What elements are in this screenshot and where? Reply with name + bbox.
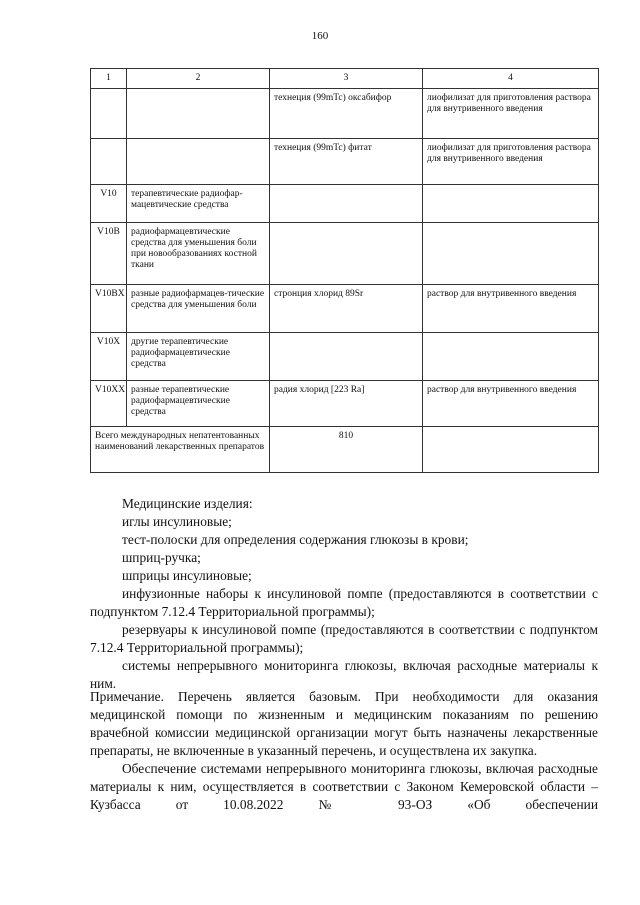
drug-name: радия хлорид [223 Ra] [270, 381, 423, 427]
atc-group [127, 139, 270, 185]
dosage-form: раствор для внутривенного введения [423, 381, 599, 427]
list-item: системы непрерывного мониторинга глюкозы, включая расходные материалы к ним. [90, 658, 598, 691]
atc-code [91, 139, 127, 185]
drug-name: стронция хлорид 89Sr [270, 285, 423, 333]
table-row [91, 139, 599, 185]
note-paragraph: Примечание. Перечень является базовым. При необходимости для оказания медицинской помощи по жизненным и медицинским показаниям по решению врачебной комиссии медицинской организации могут быть назначены лекарственные препараты, не включенные в указанный перечень, и осуществлена их закупка. [90, 689, 598, 758]
table-row [91, 381, 599, 427]
list-item: тест-полоски для определения содержания глюкозы в крови; [122, 532, 469, 547]
drug-name [270, 185, 423, 223]
dosage-form [423, 185, 599, 223]
list-item: шприц-ручка; [122, 550, 201, 565]
atc-group: радиофармацевтические средства для уменьшения боли при новообразованиях костной ткани [127, 223, 270, 285]
atc-group: разные радиофармацев-тические средства для уменьшения боли [127, 285, 270, 333]
table-row [91, 285, 599, 333]
table-total-row [91, 427, 599, 473]
list-item: инфузионные наборы к инсулиновой помпе (предоставляются в соответствии с подпунктом 7.12.4 Территориальной программы); [90, 586, 598, 619]
atc-group: другие терапевтические радиофармацевтические средства [127, 333, 270, 381]
note-paragraph-continued: Обеспечение системами непрерывного мониторинга глюкозы, включая расходные материалы к ним, осуществляется в соответствии с Законом Кемеровской области – Кузбасса от 10.08.2022 № 93-ОЗ «Об обеспечении [90, 761, 598, 812]
total-empty [423, 427, 599, 473]
atc-code [91, 89, 127, 139]
atc-code: V10X [91, 333, 127, 381]
header-col-1: 1 [91, 69, 127, 89]
table-header-row [91, 69, 599, 89]
header-col-2: 2 [127, 69, 270, 89]
devices-heading: Медицинские изделия: [122, 496, 253, 511]
list-item: иглы инсулиновые; [122, 514, 232, 529]
drug-name [270, 333, 423, 381]
table-row [91, 333, 599, 381]
drug-table [90, 68, 599, 473]
table-row [91, 185, 599, 223]
drug-name [270, 223, 423, 285]
atc-group [127, 89, 270, 139]
list-item: шприцы инсулиновые; [122, 568, 252, 583]
dosage-form [423, 333, 599, 381]
atc-code: V10XX [91, 381, 127, 427]
table-row [91, 89, 599, 139]
dosage-form: раствор для внутривенного введения [423, 285, 599, 333]
total-value: 810 [270, 427, 423, 473]
atc-code: V10BX [91, 285, 127, 333]
atc-code: V10B [91, 223, 127, 285]
dosage-form [423, 223, 599, 285]
drug-name: технеция (99mTc) оксабифор [270, 89, 423, 139]
dosage-form: лиофилизат для приготовления раствора для внутривенного введения [423, 139, 599, 185]
atc-group: разные терапевтические радиофармацевтические средства [127, 381, 270, 427]
table-row [91, 223, 599, 285]
header-col-3: 3 [270, 69, 423, 89]
page-number: 160 [311, 30, 329, 42]
drug-name: технеция (99mTc) фитат [270, 139, 423, 185]
dosage-form: лиофилизат для приготовления раствора для внутривенного введения [423, 89, 599, 139]
note-section [90, 688, 598, 814]
atc-group: терапевтические радиофар-мацевтические средства [127, 185, 270, 223]
list-item: резервуары к инсулиновой помпе (предоставляются в соответствии с подпунктом 7.12.4 Территориальной программы); [90, 622, 598, 655]
total-label: Всего международных непатентованных наименований лекарственных препаратов [91, 427, 270, 473]
header-col-4: 4 [423, 69, 599, 89]
atc-code: V10 [91, 185, 127, 223]
medical-devices-section [90, 495, 598, 693]
